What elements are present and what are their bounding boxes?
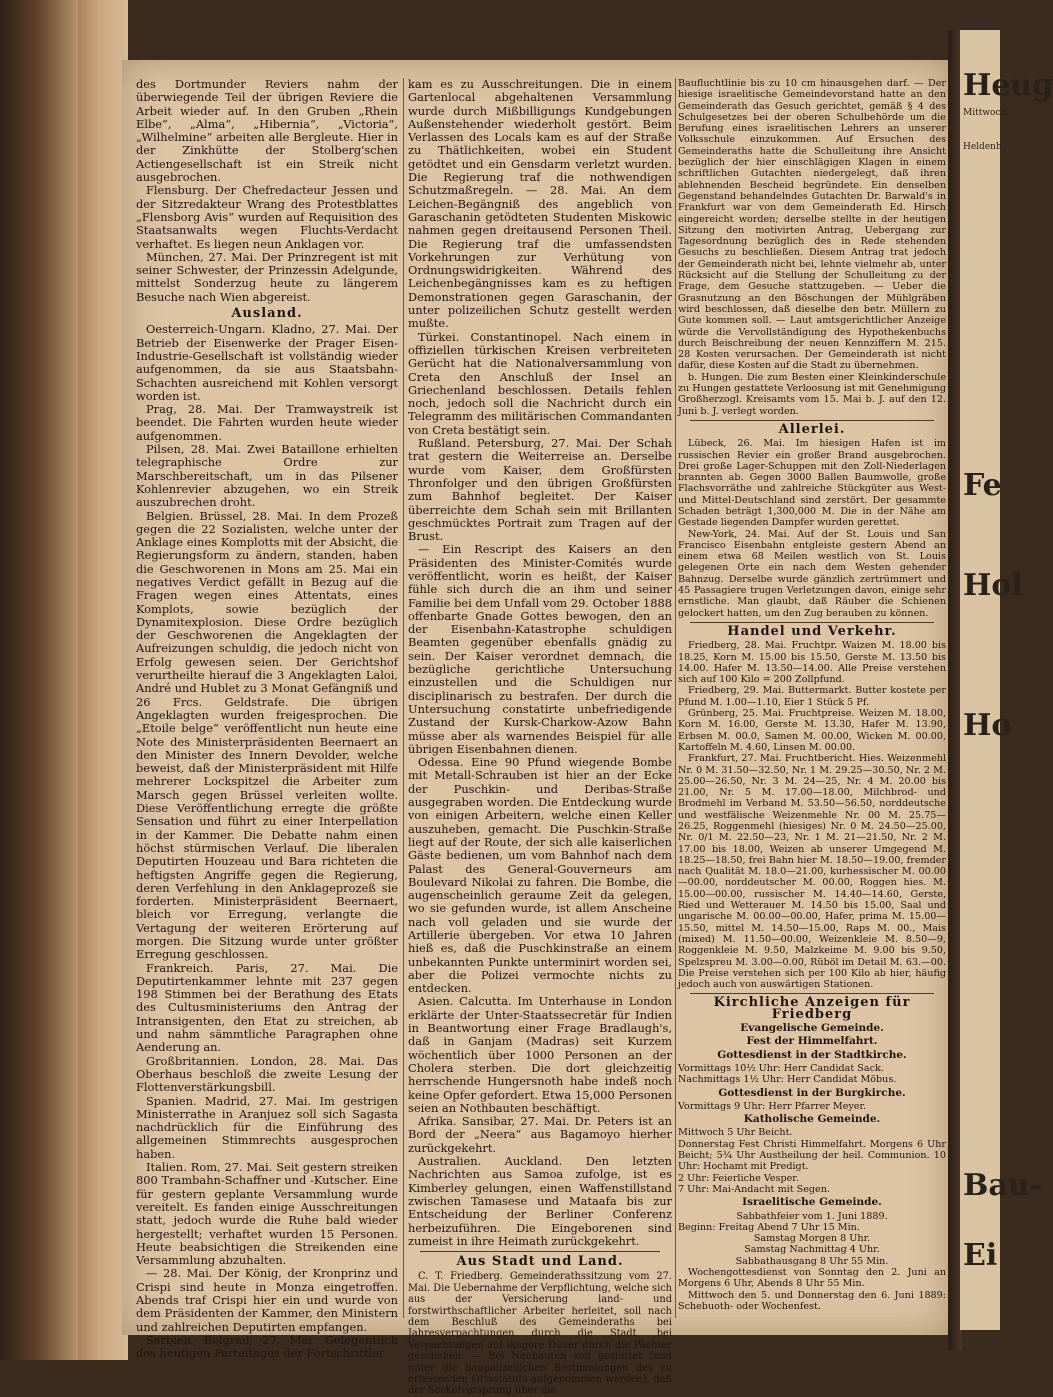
article-paragraph: kam es zu Ausschreitungen. Die in einem Gartenlocal abgehaltenen Versammlung wurde durch Mißbilligungs Kundgebungen Außenstehender wiederholt gestört. Beim Verlassen des Locals kam es auf der Straße zu Thätlichkeiten, wobei ein Student getödtet und ein Gensdarm verletzt wurden. Die Regierung traf die nothwendigen Schutzmaßregeln. — 28. Mai. An dem Leichen-Begängniß des angeblich von Garaschanin getödteten Studenten Miskowic nahmen gegen dreitausend Personen Theil. Die Regierung traf die umfassendsten Vorkehrungen zur Verhütung von Ordnungswidrigkeiten. Während des Leichenbegängnisses kam es zu heftigen Demonstrationen gegen Garaschanin, der unter polizeilichen Schutz gestellt werden mußte. [408,77,672,331]
article-paragraph: Italien. Rom, 27. Mai. Seit gestern streiken 800 Trambahn-Schaffner und -Kutscher. Eine für gestern geplante Versammlung wurde vereitelt. Es fanden einige Ausschreitungen statt, jedoch wurde die Ruhe bald wieder hergestellt; verhaftet wurden 15 Personen. Heute beabsichtigen die Streikenden eine Versammlung abzuhalten. [136,1160,398,1268]
adjacent-page-fragment [960,30,1053,1330]
article-paragraph: Odessa. Eine 90 Pfund wiegende Bombe mit Metall-Schrauben ist hier an der Ecke der Puschkin- und Deribas-Straße ausgegraben worden. Die Entdeckung wurde von einigen Arbeitern, welche einen Keller auszuheben, gemacht. Die Puschkin-Straße liegt auf der Route, der sich alle kaiserlichen Gäste bedienen, um vom Bahnhof nach dem Palast des General-Gouverneurs am Boulevard Nikolai zu fahren. Die Bombe, die augenscheinlich geraume Zeit da gelegen, wo sie gefunden wurde, ist allem Anscheine nach voll geladen und sie wurde der Artillerie übergeben. Vor etwa 10 Jahren hieß es, daß die Puschkinstraße an einem unbekannten Punkte unterminirt worden sei, aber die Polizei vermochte nichts zu entdecken. [408,755,672,996]
article-paragraph: Serbien. Belgrad, 27. Mai. Gelegentlich des heutigen Parteitages der Fortschrittler [136,1332,398,1361]
section-heading-kirchliche-anzeigen: Kirchliche Anzeigen für Friedberg [713,995,911,1022]
subheading: Katholische Gemeinde. [743,1113,881,1126]
article-paragraph: des Dortmunder Reviers nahm der überwiegende Teil der übrigen Reviere die Arbeit wieder auf. In den Gruben „Rhein Elbe“, „Alma“, „Hibernia“, „Victoria“, „Wilhelmine“ arbeiten alle Bergleute. Hier in der Zinkhütte der Stolberg'schen Actiengesellschaft ist ein Streik nicht ausgebrochen. [136,77,398,185]
service-line: Nachmittags 1½ Uhr: Herr Candidat Möbus. [678,1074,897,1086]
next-page-heading: Ho [963,708,1012,743]
next-page-text: Heldenh [963,142,1002,152]
service-line: Vormittags 10½ Uhr: Herr Candidat Sack. [678,1062,884,1074]
next-page-heading: Heug [963,68,1053,103]
next-page-heading: Ei [963,1238,998,1273]
article-paragraph: Australien. Auckland. Den letzten Nachrichten aus Samoa zufolge, ist es Kimberley gelungen, einen Waffenstillstand zwischen Tamasese und Mataafa bis zur Entscheidung der Berliner Conferenz herbeizuführen. Die Eingeborenen sind zumeist in ihre Heimath zurückgekehrt. [408,1154,672,1248]
next-page-text: Mittwoch [963,108,1007,118]
section-heading-allerlei: Allerlei. [778,421,846,437]
article-paragraph: Rußland. Petersburg, 27. Mai. Der Schah trat gestern die Weiterreise an. Derselbe wurde vom Kaiser, dem Großfürsten Thronfolger und den übrigen Großfürsten zum Bahnhof begleitet. Der Kaiser überreichte dem Schah sein mit Brillanten geschmücktes Portrait zum Tragen auf der Brust. [408,436,672,544]
article-paragraph: b. Hungen. Die zum Besten einer Kleinkinderschule zu Hungen gestattete Verloosung ist mit Genehmigung Großherzogl. Kreisamts vom 15. Mai b. J. auf den 12. Juni b. J. verlegt worden. [678,371,946,417]
article-paragraph: Großbritannien. London, 28. Mai. Das Oberhaus beschloß die zweite Lesung der Flottenverstärkungsbill. [136,1053,398,1095]
article-paragraph: Oesterreich-Ungarn. Kladno, 27. Mai. Der Betrieb der Eisenwerke der Prager Eisen-Industrie-Gesellschaft ist vollständig wieder aufgenommen, da sie aus Staatsbahn-Schachten ausreichend mit Kohlen versorgt worden ist. [136,322,398,403]
next-page-heading: Hol [963,568,1023,603]
section-rule [690,420,934,421]
article-paragraph: Friedberg, 29. Mai. Buttermarkt. Butter kostete per Pfund M. 1.00—1.10, Eier 1 Stück 5 Pf. [678,685,946,708]
next-page-heading: Fe [963,468,1002,503]
column-divider [403,78,404,1318]
column-divider [675,78,676,1318]
article-paragraph: München, 27. Mai. Der Prinzregent ist mit seiner Schwester, der Prinzessin Adelgunde, mittelst Sonderzug heute zu längerem Besuche nach Wien abgereist. [136,249,398,304]
book-binding [78,0,128,1360]
article-paragraph: Friedberg, 28. Mai. Fruchtpr. Waizen M. 18.00 bis 18.25, Korn M. 15.00 bis 15.50, Gerste M. 13.50 bis 14.00. Hafer M. 13.50—14.00. Alle Preise verstehen sich auf 100 Kilo = 200 Zollpfund. [678,640,946,686]
section-rule [690,993,934,994]
article-paragraph: — 28. Mai. Der König, der Kronprinz und Crispi sind heute in Monza eingetroffen. Abends traf Crispi hier ein und wurde von dem Präsidenten der Kammer, den Ministern und zahlreichen Deputirten empfangen. [136,1266,398,1334]
next-page-heading: Bau- [963,1168,1043,1203]
book-spine [0,0,78,1360]
subheading: Gottesdienst in der Burgkirche. [718,1086,906,1099]
service-line: Wochengottesdienst von Sonntag den 2. Juni an Morgens 6 Uhr, Abends 8 Uhr 55 Min. [678,1266,946,1290]
article-paragraph: Belgien. Brüssel, 28. Mai. In dem Prozeß gegen die 22 Sozialisten, welche unter der Anklage eines Komplotts mit der Absicht, die Regierungsform zu ändern, standen, haben die Geschworenen in Mons am 25. Mai ein negatives Verdict gefällt in Bezug auf die Fragen wegen eines Attentats, eines Komplots, sowie bezüglich der Dynamitexplosion. Diese Ordre bezüglich der Geschworenen die Angeklagten der Aufreizungen schuldig, die jedoch nicht von Erfolg gewesen seien. Der Gerichtshof verurtheilte hierauf die 3 Angeklagten Laloi, André und Hublet zu 3 Monat Gefängniß und 26 Frcs. Geldstrafe. Die übrigen Angeklagten wurden freigesprochen. Die „Etoile belge“ veröffentlicht nun heute eine Note des Ministerpräsidenten Beernaert an den Minister des Innern Devolder, welche beweist, daß der Ministerpräsident mit Hilfe mehrerer Lockspitzel die Arbeiter zum Marsch gegen Brüssel verleiten wollte. Diese Veröffentlichung erregte die größte Sensation und führt zu einer Interpellation in der Kammer. Die Debatte nahm einen höchst stürmischen Verlauf. Die liberalen Deputirten Houzeau und Bara richteten die heftigsten Angriffe gegen die Regierung, deren Verfehlung in den Anklageprozeß sie forderten. Ministerpräsident Beernaert, bleich vor Erregung, verlangte die Vertagung der weiteren Erörterung auf morgen. Die Sitzung wurde unter größter Erregung geschlossen. [136,508,398,962]
subheading: Evangelische Gemeinde. [740,1022,884,1035]
article-paragraph: Flensburg. Der Chefredacteur Jessen und der Sitzredakteur Wrang des Protestblattes „Flensborg Avis“ wurden auf Requisition des Staatsanwalts wegen Fluchts-Verdacht verhaftet. Es liegen neun Anklagen vor. [136,183,398,251]
article-paragraph: Baufluchtlinie bis zu 10 cm hinausgehen darf. — Der hiesige israelitische Gemeindevorstand hatte an den Gemeinderath das Gesuch gerichtet, gemäß § 4 des Schulgesetzes bei der oberen Schulbehörde um die Berufung eines israelitischen Lehrers an unserer Volksschule einzukommen. Auf Ersuchen des Gemeinderaths hatte die Schulleitung ihre Ansicht bezüglich der hier einschlägigen Klagen in einem schriftlichen Gutachten niedergelegt, daß ihren ablehnenden Bescheid begründete. Ein denselben Gegenstand behandelndes Gutachten Dr. Barwald's in Frankfurt war von dem Gemeinderath Ed. Hirsch eingereicht worden; derselbe stellte in der heutigen Sitzung den motivirten Antrag, Uebergang zur Tagesordnung bezüglich des in Rede stehenden Gesuchs zu beschließen. Diesem Antrag trat jedoch der Gemeinderath nicht bei, lehnte vielmehr ab, unter Rücksicht auf die Stellung der Schulleitung zu der Frage, dem Gesuche stattzugeben. — Ueber die Grasnutzung an den Böschungen der Mühlgräben wird beschlossen, daß dieselbe den betr. Müllern zu Gute kommen soll. — Laut amtsgerichtlicher Anzeige würde die Vervollständigung des Hypothekenbuchs durch Beischreibung der neuen Kennziffern M. 215. 28 Kosten verursachen. Der Gemeinderath ist nicht dafür, diese Kosten auf die Stadt zu übernehmen. [678,78,946,372]
article-paragraph: Frankreich. Paris, 27. Mai. Die Deputirtenkammer lehnte mit 237 gegen 198 Stimmen bei der Berathung des Etats des Cultusministeriums den Antrag der Intransigenten, den Etat zu streichen, ab und nahm sämmtliche Paragraphen ohne Aenderung an. [136,960,398,1055]
section-rule [690,622,934,623]
service-line: Donnerstag Fest Christi Himmelfahrt. Morgens 6 Uhr Beicht; 5¾ Uhr Austheilung der heil. Communion. 10 Uhr: Hochamt mit Predigt. [678,1138,946,1173]
section-heading-handel: Handel und Verkehr. [727,623,897,639]
article-paragraph: Afrika. Sansibar, 27. Mai. Dr. Peters ist an Bord der „Neera“ aus Bagamoyo hierher zurückgekehrt. [408,1114,672,1155]
section-heading-ausland: Ausland. [231,306,303,322]
service-line: Beginn: Freitag Abend 7 Uhr 15 Min. [678,1221,860,1233]
subheading: Fest der Himmelfahrt. [746,1035,878,1048]
article-paragraph: Türkei. Constantinopel. Nach einem in offiziellen türkischen Kreisen verbreiteten Gerücht hat die Nationalversammlung von Creta den Anschluß der Insel an Griechenland beschlossen. Details fehlen noch, jedoch soll die Nachricht durch ein Telegramm des militärischen Commandanten von Creta bestätigt sein. [408,329,672,437]
article-paragraph: New-York, 24. Mai. Auf der St. Louis und San Francisco Eisenbahn entgleiste gestern Abend an einem etwa 68 Meilen westlich von St. Louis gelegenen Orte ein nach dem Westen gehender Bahnzug. Derselbe wurde gänzlich zertrümmert und 45 Passagiere trugen Verletzungen davon, einige sehr ernstliche. Man glaubt, daß Räuber die Schienen gelockert hatten, um den Zug berauben zu können. [678,528,946,619]
section-heading-stadt-und-land: Aus Stadt und Land. [456,1254,624,1270]
article-paragraph: Prag, 28. Mai. Der Tramwaystreik ist beendet. Die Fahrten wurden heute wieder aufgenommen. [136,402,398,443]
service-line: Samstag Nachmittag 4 Uhr. [744,1244,880,1256]
article-paragraph: Frankfurt, 27. Mai. Fruchtbericht. Hies. Weizenmehl Nr. 0 M. 31.50—32.50, Nr. 1 M. 29.25—30.50, Nr. 2 M. 25.00—26.50, Nr. 3 M. 24—25, Nr. 4 M. 20.00 bis 21.00, Nr. 5 M. 17.00—18.00, Milchbrod- und Brodmehl im Verband M. 53.50—56.50, norddeutsche und westfälische Weizenmehle Nr. 00 M. 25.75—26.25, Roggenmehl (hiesiges) Nr. 0 M. 24.50—25.00, Nr. 0/1 M. 22.50—23, Nr. 1 M. 21—21.50, Nr. 2 M. 17.00 bis 18.00, Weizen ab unserer Umgegend M. 18.25—18.50, frei Bahn hier M. 18.50—19.00, fremder nach Qualität M. 18.0—21.00, kurhessischer M. 00.00—00.00, norddeutscher M. 00.00, Roggen hies. M. 15.00—00.00, russischer M. 14.40—14.60, Gerste, Ried und Wetterauer M. 14.50 bis 15.00, Saal und ungarische M. 00.00—00.00, Hafer, prima M. 15.00—15.50, mittel M. 14.50—15.00, Raps M. 00., Mais (mixed) M. 11.50—00.00, Weizenkleie M. 8.50—9, Roggenkleie M. 9.50, Malzkeime M. 9.00 bis 9.50, Spelzspreu M. 3.00—0.00, Rüböl im Detail M. 63.—00. Die Preise verstehen sich per 100 Kilo ab hier, häufig jedoch auch von auswärtigen Stationen. [678,753,946,991]
service-line: 7 Uhr: Mai-Andacht mit Segen. [678,1183,830,1195]
article-paragraph: C. T. Friedberg. Gemeinderathssitzung vom 27. Mai. Die Uebernahme der Verpflichtung, welche sich aus der Versicherung land- und forstwirthschaftlicher Arbeiter herleitet, soll nach dem Beschluß des Gemeinderaths bei Jahresverpachtungen durch die Stadt, bei Verpachtungen auf längere Dauer durch die Pächter geschehen. — Bei Neubauten soll gestattet (und unter die baupolizeilichen Bestimmungen des zu erlassenden Ortsstatuts aufgenommen werden), daß der Sockelvorsprung über die [408,1271,672,1397]
service-line: Samstag Morgen 8 Uhr. [753,1233,871,1245]
article-paragraph: Asien. Calcutta. Im Unterhause in London erklärte der Unter-Staatssecretär für Indien in Beantwortung einer Frage Bradlaugh's, daß in Ganjam (Madras) seit Kurzem wöchentlich über 1000 Personen an der Cholera sterben. Die dort gleichzeitig herrschende Hungersnoth habe indeß noch keine Opfer gefordert. Etwa 15,000 Personen seien an Nothbauten beschäftigt. [408,994,672,1115]
service-line: Vormittags 9 Uhr: Herr Pfarrer Meyer. [678,1100,867,1112]
article-paragraph: — Ein Rescript des Kaisers an den Präsidenten des Minister-Comités wurde veröffentlicht, worin es heißt, der Kaiser fühle sich durch die an ihm und seiner Familie bei dem Unfall vom 29. October 1888 offenbarte Gnade Gottes bewogen, den an der Eisenbahn-Katastrophe schuldigen Beamten gegenüber ebenfalls gnädig zu sein. Der Kaiser verordnet demnach, die bezügliche gerichtliche Untersuchung einzustellen und die Schuldigen nur disciplinarisch zu bestrafen. Der durch die Untersuchung constatirte unbefriedigende Zustand der Kursk-Charkow-Azow Bahn müsse aber als warnendes Beispiel für alle übrigen Eisenbahnen dienen. [408,542,672,756]
service-line: Sabbathausgang 8 Uhr 55 Min. [735,1255,889,1267]
service-line: Mittwoch den 5. und Donnerstag den 6. Juni 1889: Schebuoth- oder Wochenfest. [678,1289,946,1312]
service-line: 2 Uhr: Feierliche Vesper. [678,1172,799,1184]
article-paragraph: Spanien. Madrid, 27. Mai. Im gestrigen Ministerrathe in Aranjuez soll sich Sagasta nachdrücklich für die Einführung des allgemeinen Stimmrechts ausgesprochen haben. [136,1093,398,1161]
section-rule [420,1251,660,1252]
column-3 [678,78,946,1323]
service-line: Sabbathfeier vom 1. Juni 1889. [736,1210,888,1222]
subheading: Israelitische Gemeinde. [742,1196,882,1209]
article-paragraph: Lübeck, 26. Mai. Im hiesigen Hafen ist im russischen Revier ein großer Brand ausgebrochen. Drei große Lager-Schuppen mit den Zoll-Niederlagen brannten ab. Gegen 3000 Ballen Baumwolle, große Flachsvorräthe und zahlreiche Stückgüter aus West- und Mittel-Deutschland sind zerstört. Der gesammte Schaden beträgt 1,300,000 M. Die in der Nähe am Gestade liegenden Dampfer wurden gerettet. [678,438,946,529]
subheading: Gottesdienst in der Stadtkirche. [717,1048,907,1061]
column-1 [136,77,398,1361]
service-line: Mittwoch 5 Uhr Beicht. [678,1127,793,1139]
article-paragraph: Grünberg, 25. Mai. Fruchtpreise. Weizen M. 18.00, Korn M. 16.00, Gerste M. 13.30, Hafer M. 13.90, Erbsen M. 00.0, Samen M. 00.00, Wicken M. 00.00, Kartoffeln M. 4.60, Linsen M. 00.00. [678,708,946,753]
article-paragraph: Pilsen, 28. Mai. Zwei Bataillone erhielten telegraphische Ordre zur Marschbereitschaft, um in das Pilsener Kohlenrevier abzugehen, wo ein Streik auszubrechen droht. [136,442,398,510]
column-2 [408,77,672,1397]
